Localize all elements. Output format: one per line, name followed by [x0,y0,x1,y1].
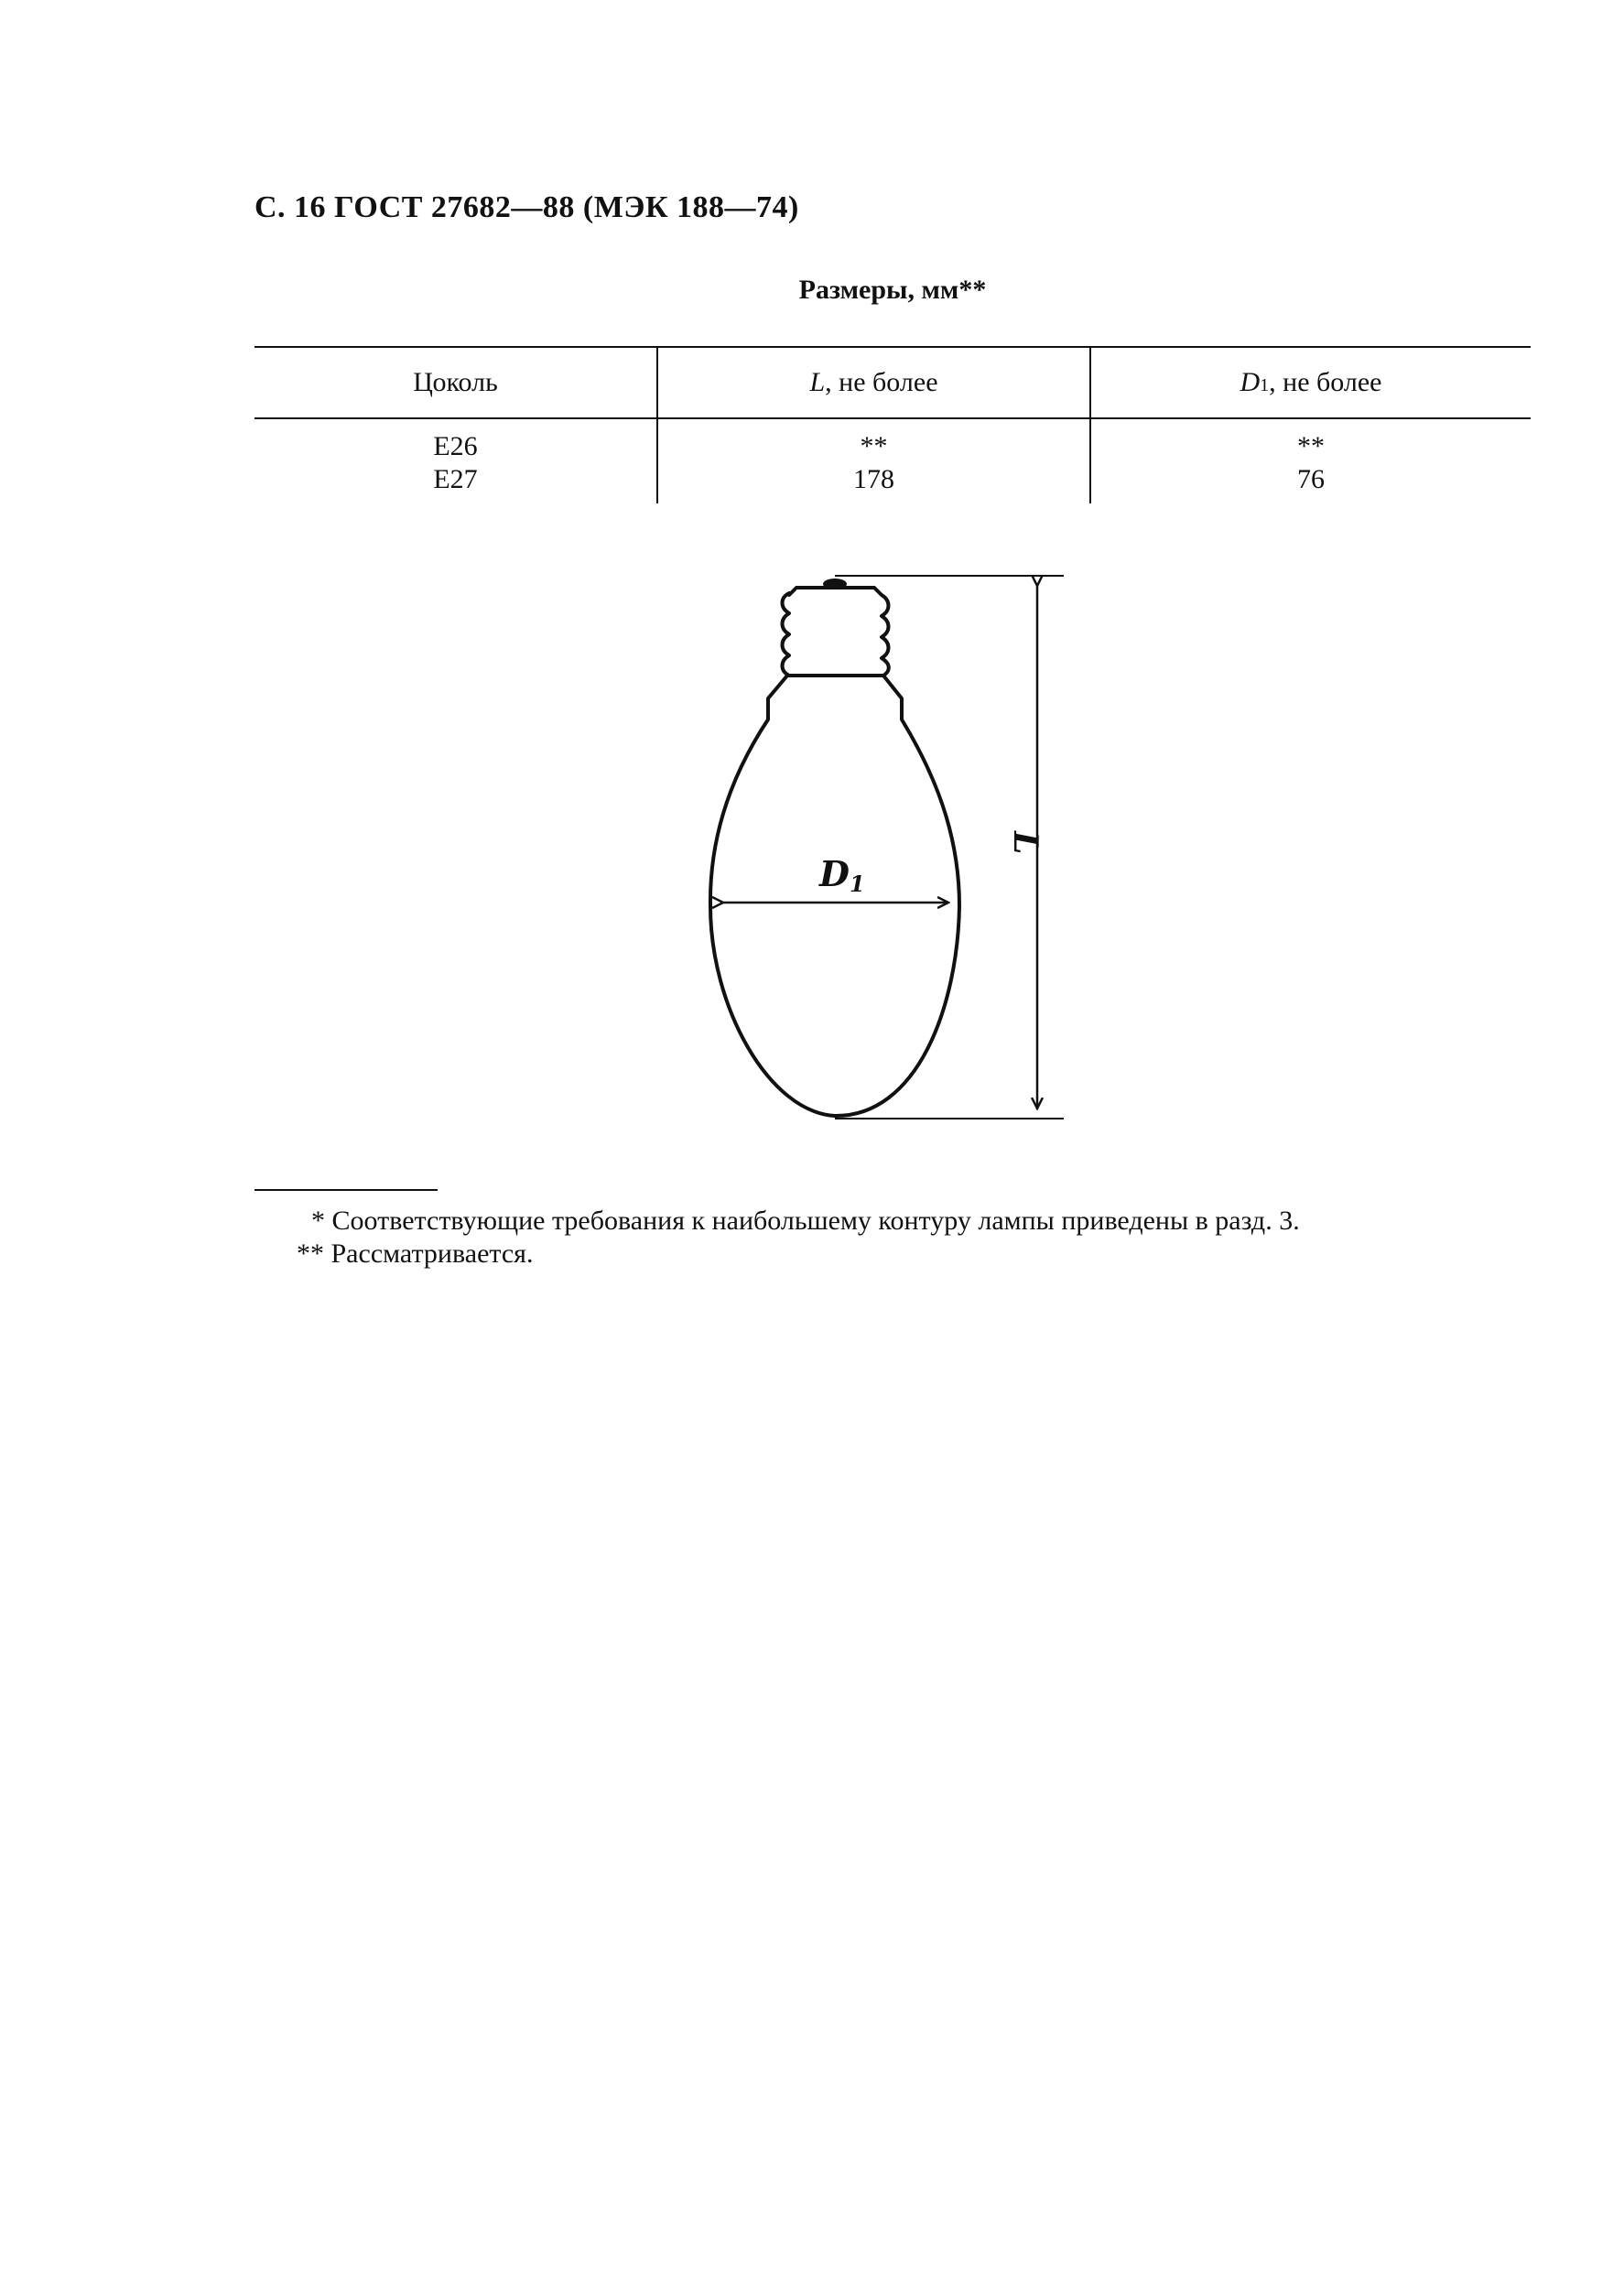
diameter-symbol: D [1240,367,1261,397]
table-caption: Размеры, мм** [798,275,987,305]
length-suffix: , не более [825,367,938,397]
cell-length: ** [657,418,1090,463]
cell-base: E27 [433,464,478,494]
lamp-contact-tip [823,579,847,589]
footnotes [254,1205,1531,1271]
footnote-1: * Соответствующие требования к наибольшему контуру лампы приведены в разд. 3. [311,1206,1300,1236]
cell-length: 178 [657,463,1090,503]
length-symbol: L [809,367,826,397]
cell-diameter: 76 [1090,463,1531,503]
diameter-label-letter: D [819,853,850,894]
diameter-label [818,853,865,897]
cell-base: E26 [433,431,478,461]
lamp-base-outline [783,588,889,676]
cell-diameter: ** [1090,418,1531,463]
diameter-subscript: 1 [1260,375,1270,395]
diameter-suffix: , не более [1269,367,1382,397]
column-header-base: Цоколь [254,347,657,418]
footnote-divider [254,1189,438,1191]
length-label: L [1006,831,1045,855]
footnote-2: ** Рассматривается. [297,1238,534,1269]
lamp-bulb-outline [710,676,959,1116]
diameter-label-subscript: 1 [849,871,865,897]
page-title: С. 16 ГОСТ 27682—88 (МЭК 188—74) [254,190,799,224]
